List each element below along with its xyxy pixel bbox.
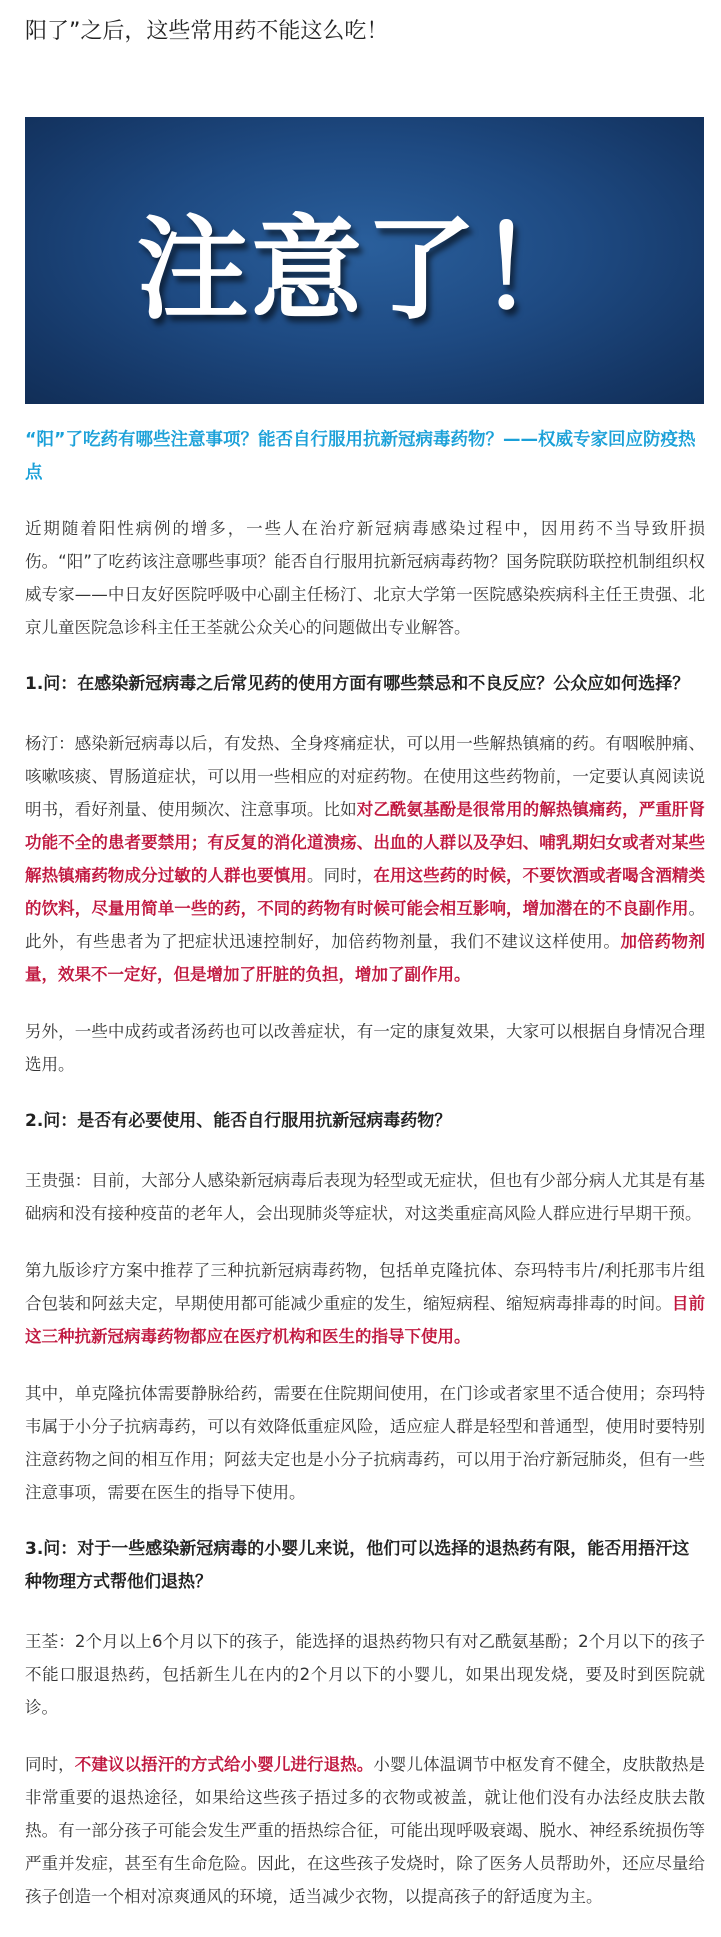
answer-2-paragraph-3: 其中，单克隆抗体需要静脉给药，需要在住院期间使用，在门诊或者家里不适合使用；奈玛特韦属于小分子抗病毒药，可以有效降低重症风险，适应症人群是轻型和普通型，使用时要特别注意药物之间的相互作用；阿兹夫定也是小分子抗病毒药，可以用于治疗新冠肺炎，但有一些注意事项，需要在医生的指导下使用。	[25, 1384, 705, 1502]
answer-1-emphasis-1: 对乙酰氨基酚是很常用的解热镇痛药，严重肝肾功能不全的患者要禁用；有反复的消化道溃疡、出血的人群以及孕妇、哺乳期妇女或者对某些解热镇痛药物成分过敏的人群也要慎用	[25, 800, 706, 885]
answer-1-emphasis-2: 在用这些药的时候，不要饮酒或者喝含酒精类的饮料，尽量用简单一些的药，不同的药物有时候可能会相互影响，增加潜在的不良副作用	[25, 866, 706, 918]
article-body	[25, 424, 705, 1937]
answer-1-paragraph	[25, 727, 705, 991]
question-3: 3.问：对于一些感染新冠病毒的小婴儿来说，他们可以选择的退热药有限，能否用捂汗这种物理方式帮他们退热？	[25, 1539, 690, 1592]
answer-1-emphasis-3: 加倍药物剂量，效果不一定好，但是增加了肝脏的负担，增加了副作用。	[25, 932, 706, 984]
answer-3-paragraph-1: 王荃：2个月以上6个月以下的孩子，能选择的退热药物只有对乙酰氨基酚；2个月以下的孩子不能口服退热药，包括新生儿在内的2个月以下的小婴儿，如果出现发烧，要及时到医院就诊。	[25, 1632, 705, 1717]
answer-2-text-1: 第九版诊疗方案中推荐了三种抗新冠病毒药物，包括单克隆抗体、奈玛特韦片/利托那韦片组合包装和阿兹夫定，早期使用都可能减少重症的发生，缩短病程、缩短病毒排毒的时间。	[25, 1261, 705, 1313]
banner-text: 注意了！	[136, 205, 593, 335]
banner-image	[25, 117, 704, 404]
answer-3-emphasis-1: 不建议以捂汗的方式给小婴儿进行退热。	[74, 1755, 374, 1774]
question-2: 2.问：是否有必要使用、能否自行服用抗新冠病毒药物？	[25, 1111, 452, 1131]
article-subtitle: “阳”了吃药有哪些注意事项？能否自行服用抗新冠病毒药物？——权威专家回应防疫热点	[25, 430, 696, 483]
answer-3-paragraph-2	[25, 1748, 705, 1913]
intro-paragraph: 近期随着阳性病例的增多，一些人在治疗新冠病毒感染过程中，因用药不当导致肝损伤。“阳”了吃药该注意哪些事项？能否自行服用抗新冠病毒药物？国务院联防联控机制组织权威专家——中日友好医院呼吸中心副主任杨汀、北京大学第一医院感染疾病科主任王贵强、北京儿童医院急诊科主任王荃就公众关心的问题做出专业解答。	[25, 519, 705, 637]
article-title: 阳了”之后，这些常用药不能这么吃！	[25, 19, 389, 44]
answer-3-text-2: 小婴儿体温调节中枢发育不健全，皮肤散热是非常重要的退热途径，如果给这些孩子捂过多的衣物或被盖，就让他们没有办法经皮肤去散热。有一部分孩子可能会发生严重的捂热综合征，可能出现呼吸衰竭、脱水、神经系统损伤等严重并发症，甚至有生命危险。因此，在这些孩子发烧时，除了医务人员帮助外，还应尽量给孩子创造一个相对凉爽通风的环境，适当减少衣物，以提高孩子的舒适度为主。	[25, 1755, 706, 1906]
other-paragraph: 另外，一些中成药或者汤药也可以改善症状，有一定的康复效果，大家可以根据自身情况合理选用。	[25, 1022, 705, 1074]
answer-1-text-2: 。同时，	[307, 866, 374, 885]
answer-2-emphasis-1: 目前这三种抗新冠病毒药物都应在医疗机构和医生的指导下使用。	[25, 1294, 706, 1346]
answer-3-text-1: 同时，	[25, 1755, 75, 1774]
question-1: 1.问：在感染新冠病毒之后常见药的使用方面有哪些禁忌和不良反应？公众应如何选择？	[25, 674, 690, 694]
answer-2-paragraph-2	[25, 1254, 705, 1353]
answer-1-text-3: 。此外，有些患者为了把症状迅速控制好，加倍药物剂量，我们不建议这样使用。	[25, 899, 705, 951]
answer-1-text-1: 杨汀：感染新冠病毒以后，有发热、全身疼痛症状，可以用一些解热镇痛的药。有咽喉肿痛、咳嗽咳痰、胃肠道症状，可以用一些相应的对症药物。在使用这些药物前，一定要认真阅读说明书，看好剂量、使用频次、注意事项。比如	[25, 734, 705, 819]
answer-2-paragraph-1: 王贵强：目前，大部分人感染新冠病毒后表现为轻型或无症状，但也有少部分病人尤其是有基础病和没有接种疫苗的老年人，会出现肺炎等症状，对这类重症高风险人群应进行早期干预。	[25, 1171, 705, 1223]
